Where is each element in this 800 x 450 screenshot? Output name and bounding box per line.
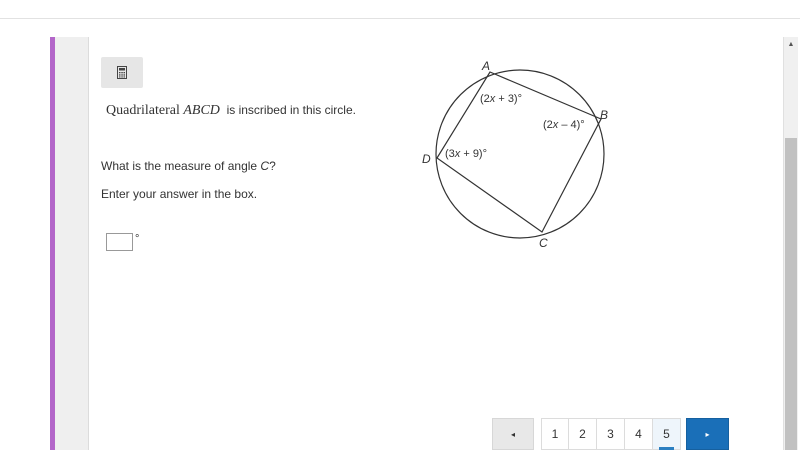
previous-button[interactable]	[492, 418, 534, 450]
question-stem	[106, 103, 356, 119]
left-gutter	[55, 37, 89, 450]
triangle-right-icon: ▸	[705, 429, 710, 439]
instruction-text: Enter your answer in the box.	[101, 187, 258, 201]
calculator-button[interactable]	[101, 57, 143, 88]
circle-diagram	[415, 55, 620, 255]
vertex-label-b: B	[600, 108, 609, 122]
triangle-left-icon: ◂	[510, 429, 515, 439]
question-prompt: What is the measure of angle C?	[101, 159, 276, 173]
angle-label-b: (2x – 4)°	[543, 119, 585, 131]
stem-math: ABCD	[183, 103, 220, 118]
page-3-button[interactable]: 3	[597, 418, 625, 450]
pagination	[492, 418, 729, 450]
scroll-up-arrow-icon[interactable]: ▲	[787, 40, 795, 48]
answer-input[interactable]	[106, 233, 133, 251]
page-2-button[interactable]: 2	[569, 418, 597, 450]
scroll-thumb[interactable]	[785, 138, 797, 450]
vertex-label-a: A	[482, 59, 491, 73]
degree-symbol: °	[135, 233, 140, 245]
angle-label-a: (2x + 3)°	[480, 93, 522, 105]
stem-suffix: is inscribed in this circle.	[226, 103, 356, 117]
vertex-label-c: C	[539, 236, 548, 250]
stem-prefix: Quadrilateral	[106, 103, 184, 118]
calculator-icon	[117, 66, 127, 79]
page-1-button[interactable]: 1	[541, 418, 569, 450]
page-5-button[interactable]: 5	[653, 418, 681, 450]
left-panel	[0, 37, 50, 450]
page-4-button[interactable]: 4	[625, 418, 653, 450]
scrollbar[interactable]	[783, 37, 798, 450]
angle-label-d: (3x + 9)°	[445, 148, 487, 160]
vertex-label-d: D	[422, 152, 431, 166]
top-bar	[0, 0, 800, 19]
next-button[interactable]	[686, 418, 729, 450]
